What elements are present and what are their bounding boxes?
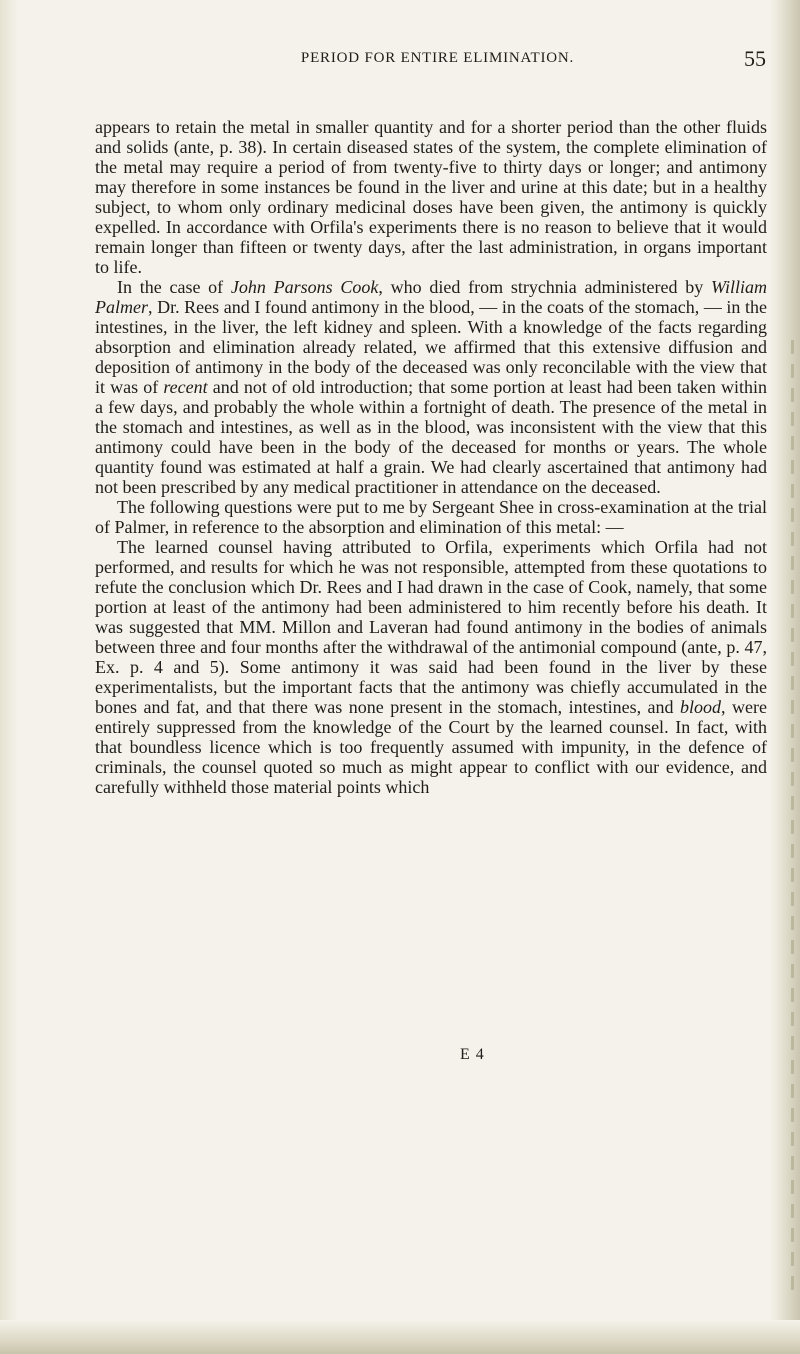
italic-text: recent bbox=[163, 377, 208, 397]
italic-text: blood bbox=[680, 697, 722, 717]
text-run: , who died from strychnia administered by bbox=[378, 277, 711, 297]
edge-ruling-mark bbox=[791, 868, 794, 882]
edge-ruling-mark bbox=[791, 940, 794, 954]
edge-ruling-mark bbox=[791, 820, 794, 834]
edge-ruling-mark bbox=[791, 484, 794, 498]
edge-ruling-mark bbox=[791, 1252, 794, 1266]
italic-text: William Palmer bbox=[95, 277, 768, 317]
text-run: The following questions were put to me by Sergeant Shee in cross-examination at the trial of Palmer, in reference to the absorption and elimination of this metal: — bbox=[95, 497, 767, 537]
edge-ruling-mark bbox=[791, 700, 794, 714]
edge-ruling-mark bbox=[791, 748, 794, 762]
edge-ruling-mark bbox=[791, 1060, 794, 1074]
edge-ruling-mark bbox=[791, 892, 794, 906]
text-run: The learned counsel having attributed to Orfila, experiments which Orfila had not performed, and results for which he was not responsible, attempted from these quotations to refute the conclusion which Dr. Rees and I had drawn in the case of Cook, namely, that some portion at least of the antimony had been administered to him recently before his death. It was suggested that MM. Millon and Laveran had found antimony in the bodies of animals between three and four months after the withdrawal of the antimonial compound (ante, p. 47, Ex. p. 4 and 5). Some antimony it was said had been found in the liver by these experimentalists, but the important facts that the antimony was chiefly accumulated in the bones and fat, and that there was none present in the stomach, intestines, and bbox=[95, 537, 767, 717]
text-run: , Dr. Rees and I found antimony in the blood, — in the coats of the stomach, — in the intestines, in the liver, the left kidney and spleen. With a knowledge of the facts regarding absorption and elimination already related, we affirmed that this extensive diffusion and deposition of antimony in the body of the deceased was only reconcilable with the view that it was of bbox=[95, 297, 767, 397]
page-left-shadow bbox=[0, 0, 18, 1354]
edge-ruling-mark bbox=[791, 412, 794, 426]
body-text bbox=[95, 117, 767, 797]
running-header bbox=[95, 46, 780, 76]
edge-ruling-mark bbox=[791, 1228, 794, 1242]
edge-ruling-mark bbox=[791, 844, 794, 858]
page-number: 55 bbox=[744, 46, 766, 71]
edge-ruling-mark bbox=[791, 988, 794, 1002]
edge-ruling-mark bbox=[791, 1084, 794, 1098]
text-run: In the case of bbox=[117, 277, 231, 297]
edge-ruling-mark bbox=[791, 436, 794, 450]
edge-ruling-mark bbox=[791, 1276, 794, 1290]
edge-ruling-mark bbox=[791, 340, 794, 354]
edge-ruling-mark bbox=[791, 1180, 794, 1194]
edge-ruling-mark bbox=[791, 652, 794, 666]
edge-ruling-mark bbox=[791, 1156, 794, 1170]
signature-mark: E 4 bbox=[460, 1046, 485, 1063]
paragraph bbox=[95, 277, 767, 497]
text-run: appears to retain the metal in smaller quantity and for a shorter period than the other fluids and solids (ante, p. 38). In certain diseased states of the system, the complete elimination of the metal may require a period of from twenty-five to thirty days or longer; and antimony may therefore in some instances be found in the liver and urine at this date; but in a healthy subject, to whom only ordinary medicinal doses have been given, the antimony is quickly expelled. In accordance with Orfila's experiments there is no reason to believe that it would remain longer than fifteen or twenty days, after the last administration, in organs important to life. bbox=[95, 117, 767, 277]
paragraph bbox=[95, 117, 767, 277]
page-bottom-edge bbox=[0, 1320, 800, 1354]
edge-ruling-mark bbox=[791, 1204, 794, 1218]
page-right-edge bbox=[770, 0, 800, 1354]
edge-ruling-mark bbox=[791, 1036, 794, 1050]
edge-ruling-mark bbox=[791, 796, 794, 810]
edge-ruling-mark bbox=[791, 580, 794, 594]
edge-ruling-mark bbox=[791, 772, 794, 786]
text-run: , were entirely suppressed from the knowledge of the Court by the learned counsel. In fact, with that boundless licence which is too frequently assumed with impunity, in the defence of criminals, the counsel quoted so much as might appear to conflict with our evidence, and carefully withheld those material points which bbox=[95, 697, 767, 797]
edge-ruling-mark bbox=[791, 556, 794, 570]
edge-ruling-mark bbox=[791, 628, 794, 642]
italic-text: John Parsons Cook bbox=[230, 277, 379, 297]
edge-ruling-mark bbox=[791, 460, 794, 474]
paragraph bbox=[95, 537, 767, 797]
text-run: and not of old introduction; that some portion at least had been taken within a few days, and probably the whole within a fortnight of death. The presence of the metal in the stomach and intestines, as well as in the blood, was inconsistent with the view that this antimony could have been in the body of the deceased for months or years. The whole quantity found was estimated at half a grain. We had clearly ascertained that antimony had not been prescribed by any medical practitioner in attendance on the deceased. bbox=[95, 377, 767, 497]
edge-ruling-mark bbox=[791, 1108, 794, 1122]
edge-ruling-mark bbox=[791, 916, 794, 930]
paragraph bbox=[95, 497, 767, 537]
edge-ruling-mark bbox=[791, 604, 794, 618]
edge-ruling-mark bbox=[791, 1012, 794, 1026]
edge-ruling-mark bbox=[791, 532, 794, 546]
edge-ruling-mark bbox=[791, 364, 794, 378]
edge-ruling-mark bbox=[791, 388, 794, 402]
edge-ruling-mark bbox=[791, 508, 794, 522]
edge-ruling-mark bbox=[791, 676, 794, 690]
edge-ruling-mark bbox=[791, 1132, 794, 1146]
edge-ruling-mark bbox=[791, 964, 794, 978]
edge-ruling-mark bbox=[791, 724, 794, 738]
running-title: PERIOD FOR ENTIRE ELIMINATION. bbox=[300, 50, 575, 66]
